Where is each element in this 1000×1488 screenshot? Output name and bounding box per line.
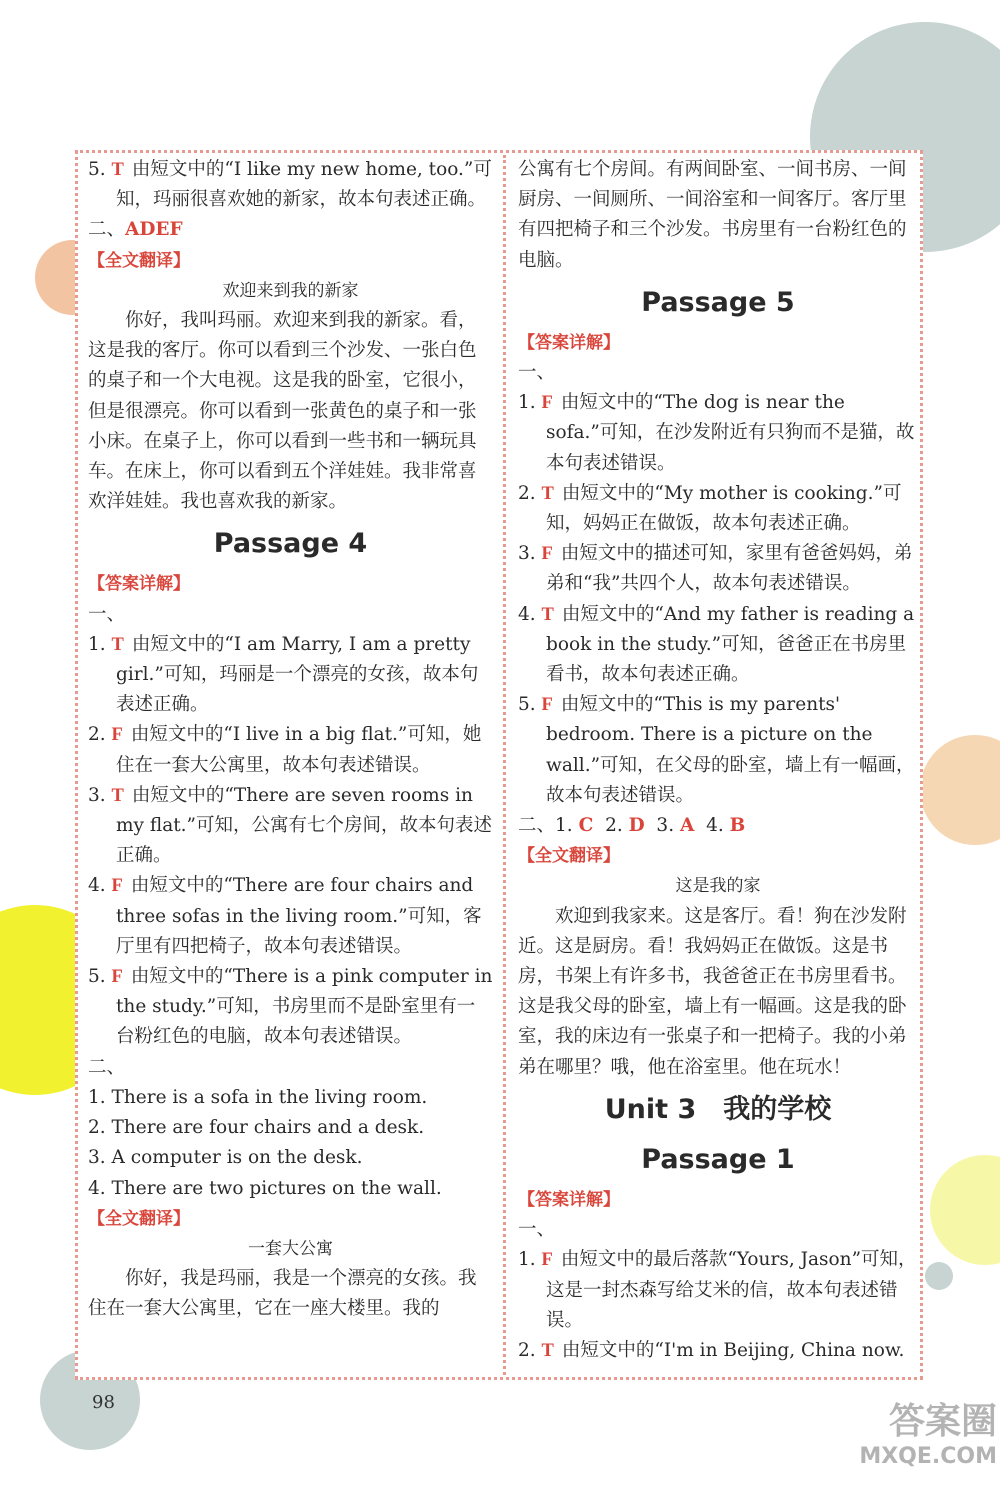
- answer-item: [88, 871, 493, 962]
- answer-item: [518, 600, 918, 691]
- item-number: 2.: [605, 815, 623, 837]
- answer-explanation: 由短文中的“There are seven rooms in my flat.”可知，公寓有七个房间，故本句表述正确。: [116, 784, 493, 867]
- answer-item: [518, 479, 918, 539]
- section-tag: 【全文翻译】: [88, 1208, 190, 1229]
- answer-list: [88, 630, 493, 1053]
- answer-letter: D: [628, 815, 645, 837]
- item-number: 5.: [518, 694, 536, 716]
- item-number: 1.: [88, 633, 106, 655]
- answer-explanation: 由短文中的“My mother is cooking.”可知，妈妈正在做饭，故本句表述正确。: [546, 482, 902, 535]
- item-number: 2.: [88, 724, 106, 746]
- watermark-text: 答案圈: [888, 1401, 997, 1442]
- answer-explanation: 由短文中的“I like my new home, too.”可知，玛丽很喜欢她的新家，故本句表述正确。: [116, 159, 492, 211]
- answer-letter: C: [578, 815, 594, 837]
- sentence-text: There is a sofa in the living room.: [111, 1086, 428, 1108]
- watermark-site: MXQE.COM: [859, 1444, 997, 1469]
- item-number: 2.: [518, 482, 536, 504]
- section-tag: 【答案详解】: [518, 332, 620, 353]
- answer-explanation: 由短文中的描述可知，家里有爸爸妈妈，弟弟和“我”共四个人，故本句表述错误。: [546, 543, 913, 595]
- right-column: [518, 155, 918, 1366]
- item-number: 4.: [88, 875, 106, 897]
- decor-circle-light-yellow: [930, 1155, 1000, 1265]
- answer-item: [518, 539, 918, 599]
- answer-item: [88, 781, 493, 872]
- translation-title: 这是我的家: [675, 876, 761, 897]
- part-two-answers: [518, 811, 918, 841]
- answer-item: [88, 630, 493, 721]
- item-number: 1.: [555, 815, 573, 837]
- answer-item: [518, 1336, 918, 1366]
- item-number: 2.: [88, 1117, 106, 1139]
- answer-mark: F: [541, 695, 553, 716]
- answer-mark: T: [541, 604, 554, 625]
- answer-explanation: 由短文中的“I'm in Beijing, China now.: [561, 1339, 905, 1361]
- item-number: 3.: [656, 815, 675, 837]
- answer-explanation: 由短文中的“And my father is reading a book in the study.”可知，爸爸正在书房里看书，故本句表述正确。: [546, 603, 915, 686]
- answer-list: [518, 1245, 918, 1366]
- answer-mark: T: [111, 634, 124, 655]
- answer-list: [518, 388, 918, 811]
- column-divider: [503, 155, 506, 1375]
- unit-heading: Unit 3 我的学校: [604, 1093, 832, 1125]
- answer-mark: F: [111, 876, 123, 897]
- sentence-item: [88, 1083, 493, 1113]
- answer-item: [518, 690, 918, 811]
- part-label: 二、: [518, 815, 556, 837]
- part-two-answer: [88, 215, 493, 245]
- section-tag: 【全文翻译】: [88, 250, 190, 271]
- part-label: 一、: [518, 362, 556, 384]
- answer-letters: ADEF: [125, 219, 183, 241]
- answer-item: [88, 720, 493, 780]
- answer-mark: F: [541, 544, 553, 565]
- sentence-text: There are four chairs and a desk.: [111, 1117, 425, 1139]
- answer-mark: F: [111, 967, 123, 988]
- translation-title: 一套大公寓: [248, 1238, 333, 1259]
- sentence-text: There are two pictures on the wall.: [111, 1177, 442, 1199]
- answer-letter: B: [729, 815, 746, 837]
- item-number: 1.: [518, 392, 536, 414]
- item-number: 2.: [518, 1339, 536, 1361]
- answer-mark: T: [541, 483, 554, 504]
- answer-item: [518, 1245, 918, 1336]
- passage-heading: Passage 5: [641, 286, 795, 318]
- answer-explanation: 由短文中的“There are four chairs and three sofas in the living room.”可知，客厅里有四把椅子，故本句表述错误。: [116, 875, 482, 957]
- section-tag: 【全文翻译】: [518, 846, 620, 867]
- item-number: 1.: [88, 1086, 106, 1108]
- answer-mark: F: [541, 393, 553, 414]
- answer-explanation: 由短文中的“There is a pink computer in the study.”可知，书房里而不是卧室里有一台粉红色的电脑，故本句表述错误。: [116, 966, 493, 1048]
- watermark-logo: [822, 1400, 997, 1470]
- section-tag: 【答案详解】: [88, 574, 190, 595]
- translation-title: 欢迎来到我的新家: [222, 280, 359, 301]
- item-number: 1.: [518, 1249, 536, 1271]
- sentence-item: [88, 1113, 493, 1143]
- section-tag: 【答案详解】: [518, 1189, 620, 1210]
- answer-explanation: 由短文中的“The dog is near the sofa.”可知，在沙发附近有只狗而不是猫，故本句表述错误。: [546, 392, 915, 474]
- answer-explanation: 由短文中的“I live in a big flat.”可知，她住在一套大公寓里，故本句表述错误。: [116, 724, 482, 776]
- item-number: 4.: [88, 1177, 106, 1199]
- decor-circle-peach: [920, 735, 1000, 845]
- part-label: 二、: [88, 219, 126, 241]
- passage-heading: Passage 4: [213, 528, 368, 560]
- decor-circle-gray-small: [925, 1262, 953, 1290]
- answer-mark: F: [111, 725, 123, 746]
- translation-body-continued: 公寓有七个房间。有两间卧室、一间书房、一间厨房、一间厕所、一间浴室和一间客厅。客厅里有四把椅子和三个沙发。书房里有一台粉红色的电脑。: [518, 159, 907, 271]
- translation-body: 欢迎到我家来。这是客厅。看！狗在沙发附近。这是厨房。看！我妈妈正在做饭。这是书房，书架上有许多书，我爸爸正在书房里看书。这是我父母的卧室，墙上有一幅画。这是我的卧室，我的床边有一张桌子和一把椅子。我的小弟弟在哪里？哦，他在浴室里。他在玩水！: [518, 905, 907, 1078]
- sentence-item: [88, 1174, 493, 1204]
- part-label: 一、: [88, 603, 126, 625]
- part-label: 一、: [518, 1219, 556, 1241]
- answer-item: [518, 388, 918, 479]
- page-number: 98: [92, 1392, 115, 1413]
- answer-item: 5. T 由短文中的“I like my new home, too.”可知，玛丽很喜欢她的新家，故本句表述正确。: [88, 159, 492, 211]
- item-number: 4.: [706, 815, 724, 837]
- answer-mark: T: [111, 785, 124, 806]
- sentence-item: [88, 1143, 493, 1173]
- answer-item: [88, 962, 493, 1053]
- item-number: 4.: [518, 603, 536, 625]
- answer-explanation: 由短文中的“This is my parents' bedroom. There is a picture on the wall.”可知，在父母的卧室，墙上有一幅画，故本句表述错误。: [546, 694, 915, 806]
- translation-body: 你好，我是玛丽，我是一个漂亮的女孩。我住在一套大公寓里，它在一座大楼里。我的: [88, 1268, 477, 1320]
- translation-body: 你好，我叫玛丽。欢迎来到我的新家。看，这是我的客厅。你可以看到三个沙发、一张白色的桌子和一个大电视。这是我的卧室，它很小，但是很漂亮。你可以看到一张黄色的桌子和一张小床。在桌子上，你可以看到一些书和一辆玩具车。在床上，你可以看到五个洋娃娃。我非常喜欢洋娃娃。我也喜欢我的新家。: [88, 310, 477, 513]
- item-number: 3.: [518, 543, 536, 565]
- left-column: [88, 155, 493, 1325]
- answer-mark: T: [111, 160, 124, 180]
- item-number: 5.: [88, 966, 106, 988]
- answer-mark: T: [541, 1340, 554, 1361]
- answer-letter: A: [679, 815, 695, 837]
- item-number: 3.: [88, 784, 106, 806]
- part-label: 二、: [88, 1056, 126, 1078]
- sentence-list: [88, 1083, 493, 1204]
- passage-heading: Passage 1: [641, 1143, 795, 1175]
- answer-mark: F: [541, 1250, 553, 1271]
- answer-explanation: 由短文中的“I am Marry, I am a pretty girl.”可知，玛丽是一个漂亮的女孩，故本句表述正确。: [116, 633, 479, 716]
- answer-explanation: 由短文中的最后落款“Yours, Jason”可知，这是一封杰森写给艾米的信，故本句表述错误。: [546, 1249, 917, 1331]
- sentence-text: A computer is on the desk.: [111, 1147, 363, 1169]
- item-number: 3.: [88, 1147, 106, 1169]
